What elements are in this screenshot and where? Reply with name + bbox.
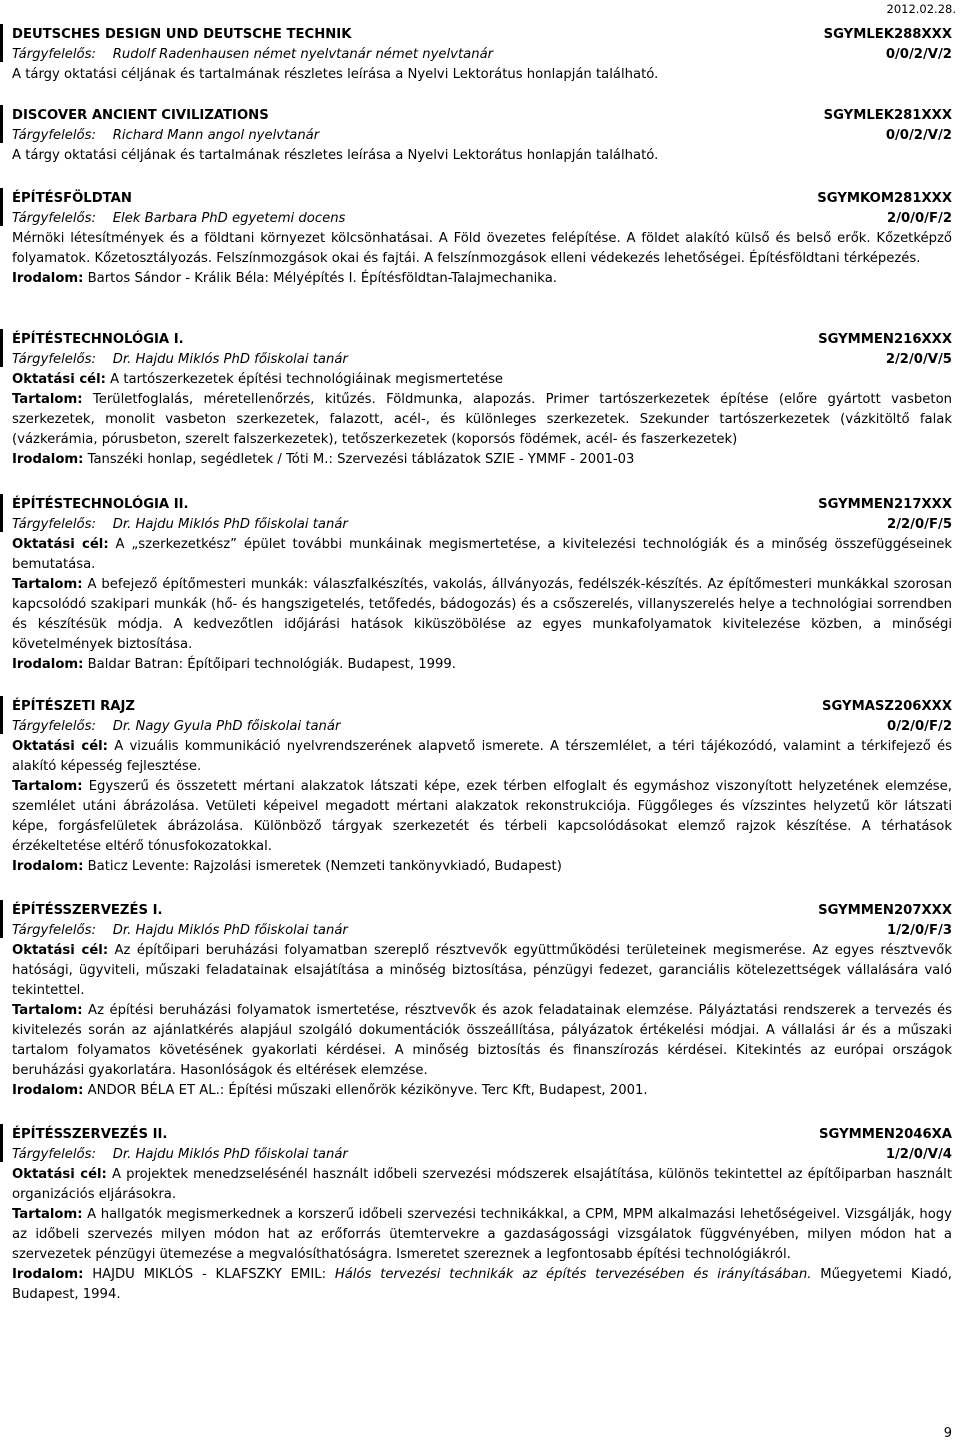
goal-text: A vizuális kommunikáció nyelvrendszerének alapvető ismerete. A térszemlélet, a téri tájékozódó, valamint a térkifejező és alakító képesség fejlesztése. — [12, 739, 953, 774]
course-block — [12, 901, 952, 1101]
goal-text: A projektek menedzselésénél használt időbeli szervezési módszerek elsajátítása, különös tekintettel az építőiparban használt organizációs eljárásokra. — [12, 1167, 952, 1202]
literature-text: ANDOR BÉLA ET AL.: Építési műszaki ellenőrök kézikönyve. Terc Kft, Budapest, 2001. — [87, 1083, 648, 1098]
section-marker-bar — [0, 1124, 3, 1162]
goal-label: Oktatási cél: — [12, 537, 109, 552]
literature-label: Irodalom: — [12, 1267, 84, 1282]
content-label: Tartalom: — [12, 392, 83, 407]
document-date: 2012.02.28. — [886, 2, 956, 16]
literature-label: Irodalom: — [12, 271, 84, 286]
course-code: SGYMKOM281XXX — [817, 191, 952, 206]
course-responsible — [12, 45, 493, 65]
course-goal — [12, 941, 952, 1001]
course-content — [12, 1001, 952, 1081]
course-code: SGYMLEK281XXX — [823, 108, 952, 123]
responsible-name: Dr. Hajdu Miklós PhD főiskolai tanár — [112, 923, 348, 938]
course-title: ÉPÍTÉSSZERVEZÉS I. — [12, 903, 163, 918]
course-code: SGYMMEN207XXX — [818, 903, 952, 918]
goal-label: Oktatási cél: — [12, 943, 109, 958]
literature-title: Hálós tervezési technikák az építés tervezésében és irányításában. — [334, 1267, 812, 1282]
course-title: ÉPÍTÉSZETI RAJZ — [12, 699, 135, 714]
literature-publisher: Műegyetemi Kiadó, Budapest, 1994. — [12, 1267, 952, 1302]
content-label: Tartalom: — [12, 1003, 83, 1018]
literature-label: Irodalom: — [12, 859, 84, 874]
content-text: Egyszerű és összetett mértani alakzatok látszati képe, ezek térben elfoglalt és egymáshoz viszonyított helyzetének elemzése, szemlélet utáni ábrázolása. Vetületi képeivel megadott mértani alakzatok rekonstrukciója. Függőleges és vízszintes helyzetű kör látszati képe, forgásfelületek ábrázolása. Különböző tárgyak szerkezetét és térbeli kapcsolódásokat elemző rajzok készítése. A térhatások érzékeltetése eltérő tónusfokozatokkal. — [12, 779, 952, 854]
responsible-name: Dr. Hajdu Miklós PhD főiskolai tanár — [112, 517, 348, 532]
responsible-name: Elek Barbara PhD egyetemi docens — [112, 211, 346, 226]
content-text: Területfoglalás, méretellenőrzés, kitűzés. Földmunka, alapozás. Primer tartószerkezetek építése (előre gyártott vasbeton szerkezetek, monolit vasbeton szerkezetek, falazott, acél-, és különleges szerkezetek. Szekunder tartószerkezetek (vázkitöltő falak (vázkerámia, pórusbeton, szerelt falszerkezetek), tetőszerkezetek (koporsós födémek, acél- és faszerkezetek) — [12, 392, 952, 447]
goal-label: Oktatási cél: — [12, 1167, 107, 1182]
goal-text: A tartószerkezetek építési technológiáinak megismertetése — [110, 372, 504, 387]
literature-label: Irodalom: — [12, 1083, 84, 1098]
responsible-label: Tárgyfelelős: — [12, 923, 96, 938]
course-code: SGYMMEN217XXX — [818, 497, 952, 512]
responsible-label: Tárgyfelelős: — [12, 128, 96, 143]
responsible-label: Tárgyfelelős: — [12, 47, 96, 62]
course-content — [12, 1205, 952, 1265]
content-label: Tartalom: — [12, 1207, 83, 1222]
course-credits: 1/2/0/F/3 — [887, 923, 952, 938]
responsible-name: Dr. Hajdu Miklós PhD főiskolai tanár — [112, 1147, 348, 1162]
course-responsible — [12, 717, 340, 737]
course-responsible — [12, 350, 348, 370]
course-goal — [12, 737, 952, 777]
responsible-name: Dr. Nagy Gyula PhD főiskolai tanár — [112, 719, 341, 734]
content-text: A hallgatók megismerkednek a korszerű időbeli szervezési technikákkal, a CPM, MPM alkalmazási lehetőségeivel. Vizsgálják, hogy az időbeli szervezés milyen módon hat az erőforrás ütemtervekre a gazdaságossági vizsgálatok függvényében, milyen módon hat a szervezetek pénzügyi ütemezése a megvalósíthatóságra. Ismeretet szereznek a legfontosabb építési technológiákról. — [12, 1207, 952, 1262]
course-description: A tárgy oktatási céljának és tartalmának részletes leírása a Nyelvi Lektorátus honlapján található. — [12, 148, 659, 163]
course-title: ÉPÍTÉSTECHNOLÓGIA II. — [12, 497, 189, 512]
section-marker-bar — [0, 696, 3, 734]
course-goal — [12, 535, 952, 575]
literature-text: Bartos Sándor - Králik Béla: Mélyépítés I. Építésföldtan-Talajmechanika. — [87, 271, 557, 286]
responsible-name: Richard Mann angol nyelvtanár — [112, 128, 320, 143]
course-code: SGYMASZ206XXX — [821, 699, 952, 714]
course-credits: 0/0/2/V/2 — [885, 47, 952, 62]
responsible-name: Rudolf Radenhausen német nyelvtanár német nyelvtanár — [112, 47, 494, 62]
course-description: A tárgy oktatási céljának és tartalmának részletes leírása a Nyelvi Lektorátus honlapján található. — [12, 67, 659, 82]
course-code: SGYMLEK288XXX — [823, 27, 952, 42]
course-literature — [12, 655, 952, 675]
goal-label: Oktatási cél: — [12, 372, 106, 387]
goal-text: Az építőipari beruházási folyamatban szereplő résztvevők együttműködési területeinek megismerése. Az egyes résztvevők hatósági, ügyviteli, műszaki feladatainak elsajátítása a minőség biztosítása, pénzügyi fedezet, garanciális kötelezettségek vállalására való tekintettel. — [12, 943, 953, 998]
course-block — [12, 697, 952, 877]
course-credits: 1/2/0/V/4 — [885, 1147, 952, 1162]
course-block — [12, 330, 952, 470]
course-block — [12, 25, 952, 85]
course-credits: 0/2/0/F/2 — [887, 719, 952, 734]
course-literature — [12, 450, 952, 470]
course-title: DISCOVER ANCIENT CIVILIZATIONS — [12, 108, 269, 123]
course-goal — [12, 370, 952, 390]
course-code: SGYMMEN2046XA — [819, 1127, 952, 1142]
course-content — [12, 575, 952, 655]
responsible-label: Tárgyfelelős: — [12, 211, 96, 226]
course-credits: 2/2/0/V/5 — [885, 352, 952, 367]
section-marker-bar — [0, 494, 3, 532]
course-credits: 2/2/0/F/5 — [887, 517, 952, 532]
section-marker-bar — [0, 188, 3, 226]
course-content — [12, 390, 952, 450]
course-responsible — [12, 921, 348, 941]
section-marker-bar — [0, 900, 3, 938]
course-responsible — [12, 126, 319, 146]
course-literature — [12, 269, 952, 289]
course-credits: 2/0/0/F/2 — [887, 211, 952, 226]
course-responsible — [12, 515, 348, 535]
course-block — [12, 106, 952, 166]
responsible-label: Tárgyfelelős: — [12, 517, 96, 532]
course-block — [12, 1125, 952, 1305]
responsible-label: Tárgyfelelős: — [12, 1147, 96, 1162]
course-description: Mérnöki létesítmények és a földtani környezet kölcsönhatásai. A Föld övezetes felépítése. A földet alakító külső és belső erők. Kőzetképző folyamatok. Kőzetosztályozás. Felszínmozgások okai és fajtái. A felszínmozgások elleni védekezés lehetőségei. Építésföldtani térképezés. — [12, 231, 952, 266]
section-marker-bar — [0, 329, 3, 367]
literature-text: Tanszéki honlap, segédletek / Tóti M.: Szervezési táblázatok SZIE - YMMF - 2001-03 — [87, 452, 635, 467]
course-responsible — [12, 1145, 348, 1165]
literature-text: Baldar Batran: Építőipari technológiák. Budapest, 1999. — [87, 657, 456, 672]
course-block — [12, 495, 952, 675]
goal-text: A „szerkezetkész” épület további munkáinak megismertetése, a kivitelezési technológiák és a minőség összefüggéseinek bemutatása. — [12, 537, 953, 572]
course-goal — [12, 1165, 952, 1205]
course-title: DEUTSCHES DESIGN UND DEUTSCHE TECHNIK — [12, 27, 352, 42]
literature-label: Irodalom: — [12, 452, 84, 467]
course-credits: 0/0/2/V/2 — [885, 128, 952, 143]
course-title: ÉPÍTÉSSZERVEZÉS II. — [12, 1127, 168, 1142]
course-literature — [12, 1081, 952, 1101]
section-marker-bar — [0, 24, 3, 62]
course-block — [12, 189, 952, 289]
course-content — [12, 777, 952, 857]
course-literature — [12, 1265, 952, 1305]
literature-text: Baticz Levente: Rajzolási ismeretek (Nemzeti tankönyvkiadó, Budapest) — [87, 859, 562, 874]
responsible-label: Tárgyfelelős: — [12, 719, 96, 734]
section-marker-bar — [0, 105, 3, 143]
literature-authors: HAJDU MIKLÓS - KLAFSZKY EMIL: — [92, 1267, 327, 1282]
course-literature — [12, 857, 952, 877]
course-responsible — [12, 209, 345, 229]
responsible-label: Tárgyfelelős: — [12, 352, 96, 367]
content-label: Tartalom: — [12, 779, 83, 794]
content-text: A befejező építőmesteri munkák: válaszfalkészítés, vakolás, állványozás, fedélszék-készítés. Az építőmesteri munkákkal szorosan kapcsolódó szakipari munkák (hő- és hangszigetelés, tetőfedés, bádogozás) és a csőszerelés, villanyszerelés helye a technológiai sorrendben és készítésük módja. A kedvezőtlen időjárási hatások kiküszöbölése az egyes munkafolyamatok kivitelezése közben, a minőségi követelmények biztosítása. — [12, 577, 952, 652]
goal-label: Oktatási cél: — [12, 739, 108, 754]
page-number: 9 — [943, 1426, 952, 1441]
course-code: SGYMMEN216XXX — [818, 332, 952, 347]
content-text: Az építési beruházási folyamatok ismertetése, résztvevők és azok feladatainak elemzése. Pályáztatási rendszerek a tervezés és kivitelezés során az ajánlatkérés alapjául szolgáló dokumentációk összeállítása, pályázatok értékelési módjai. A vállalási ár és a műszaki tartalom folyamatos követésének gyakorlati kérdései. A minőség biztosítás és finanszírozás kérdései. Kitekintés az európai országok beruházási gyakorlatára. Hasonlóságok és eltérések elemzése. — [12, 1003, 952, 1078]
course-title: ÉPÍTÉSTECHNOLÓGIA I. — [12, 332, 184, 347]
responsible-name: Dr. Hajdu Miklós PhD főiskolai tanár — [112, 352, 348, 367]
course-title: ÉPÍTÉSFÖLDTAN — [12, 191, 132, 206]
literature-label: Irodalom: — [12, 657, 84, 672]
content-label: Tartalom: — [12, 577, 83, 592]
